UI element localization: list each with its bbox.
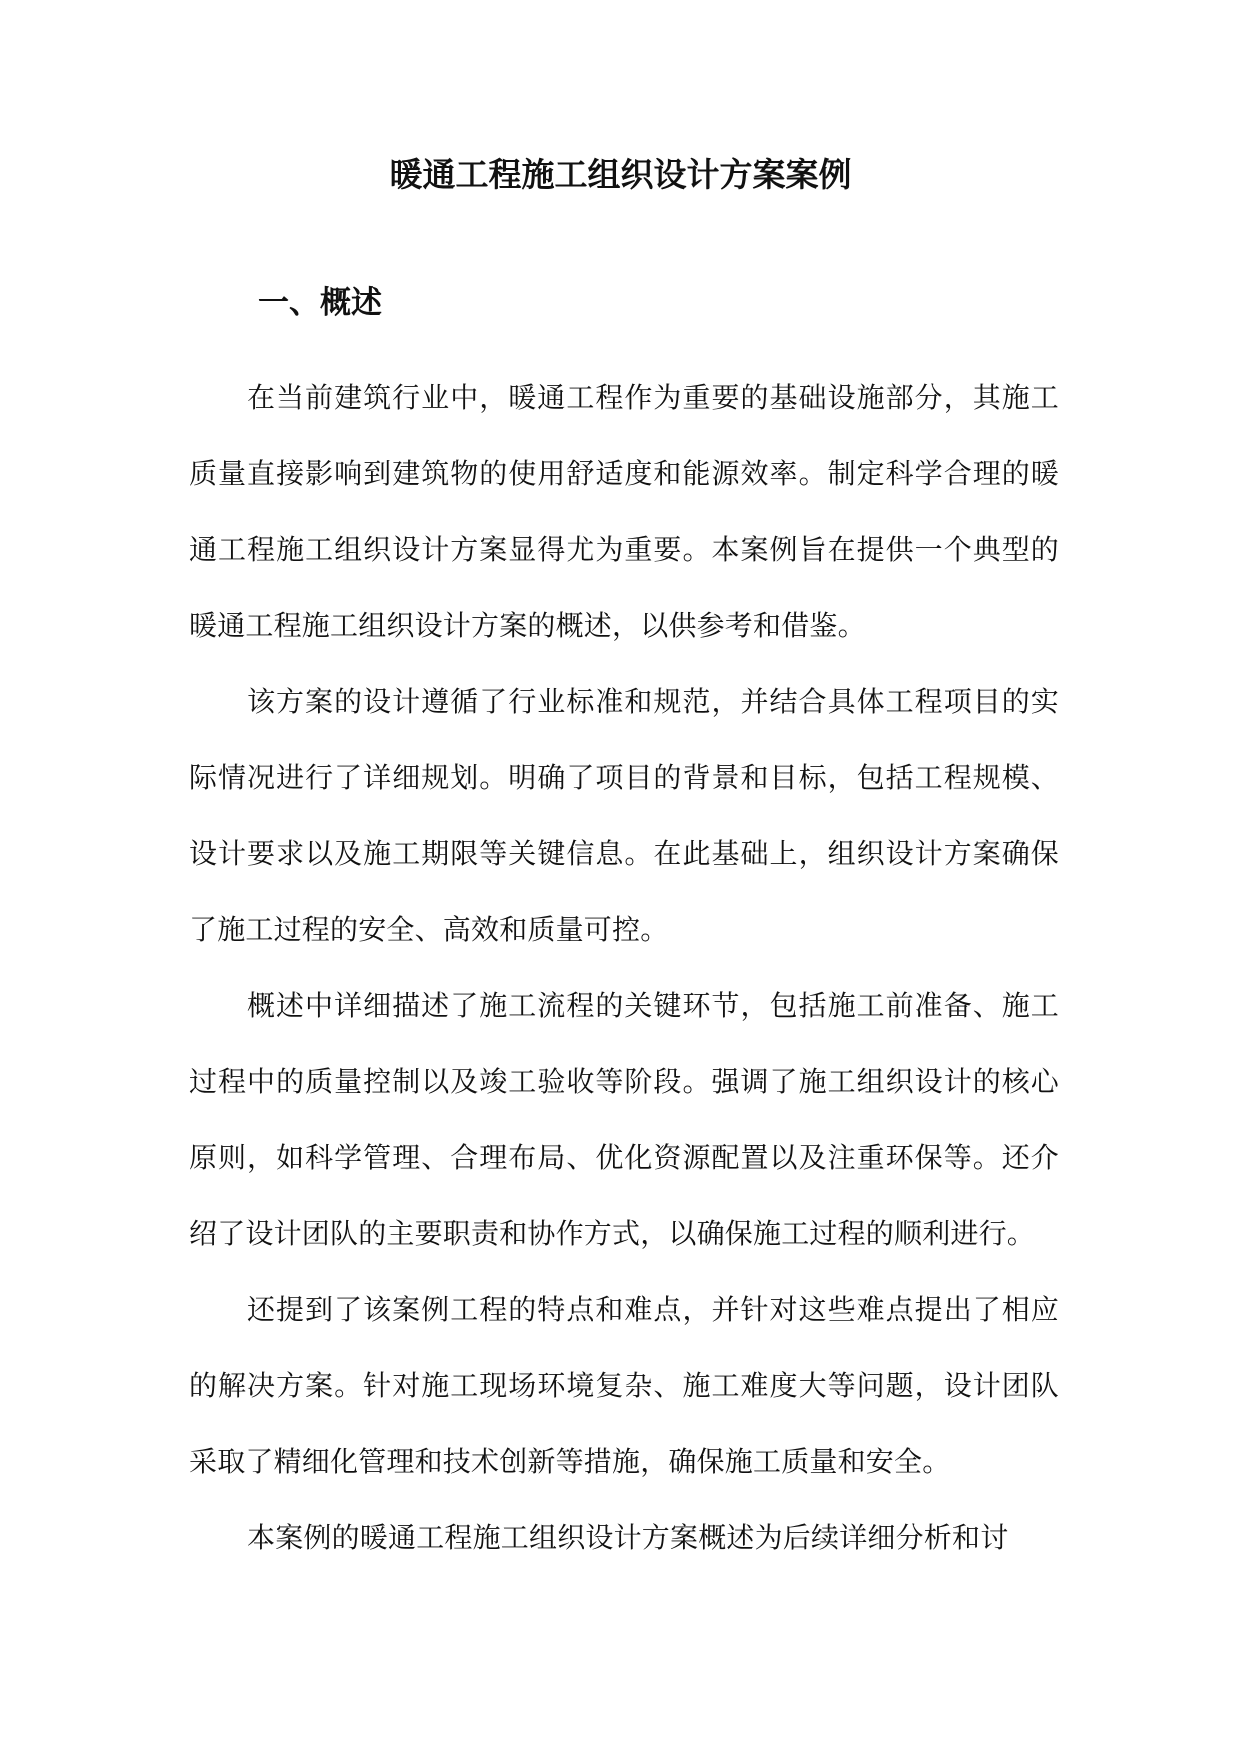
- paragraph: 还提到了该案例工程的特点和难点，并针对这些难点提出了相应的解决方案。针对施工现场环境复杂、施工难度大等问题，设计团队采取了精细化管理和技术创新等措施，确保施工质量和安全。: [189, 1293, 1059, 1478]
- paragraph: 在当前建筑行业中，暖通工程作为重要的基础设施部分，其施工质量直接影响到建筑物的使用舒适度和能源效率。制定科学合理的暖通工程施工组织设计方案显得尤为重要。本案例旨在提供一个典型的暖通工程施工组织设计方案的概述，以供参考和借鉴。: [189, 381, 1059, 642]
- paragraph: 本案例的暖通工程施工组织设计方案概述为后续详细分析和讨: [247, 1521, 1009, 1554]
- body-text: [189, 360, 1059, 1576]
- section-heading: 一、概述: [258, 285, 382, 321]
- document-title: 暖通工程施工组织设计方案案例: [389, 155, 852, 194]
- paragraph: 概述中详细描述了施工流程的关键环节，包括施工前准备、施工过程中的质量控制以及竣工验收等阶段。强调了施工组织设计的核心原则，如科学管理、合理布局、优化资源配置以及注重环保等。还介绍了设计团队的主要职责和协作方式，以确保施工过程的顺利进行。: [189, 989, 1059, 1250]
- paragraph: 该方案的设计遵循了行业标准和规范，并结合具体工程项目的实际情况进行了详细规划。明确了项目的背景和目标，包括工程规模、设计要求以及施工期限等关键信息。在此基础上，组织设计方案确保了施工过程的安全、高效和质量可控。: [189, 685, 1059, 946]
